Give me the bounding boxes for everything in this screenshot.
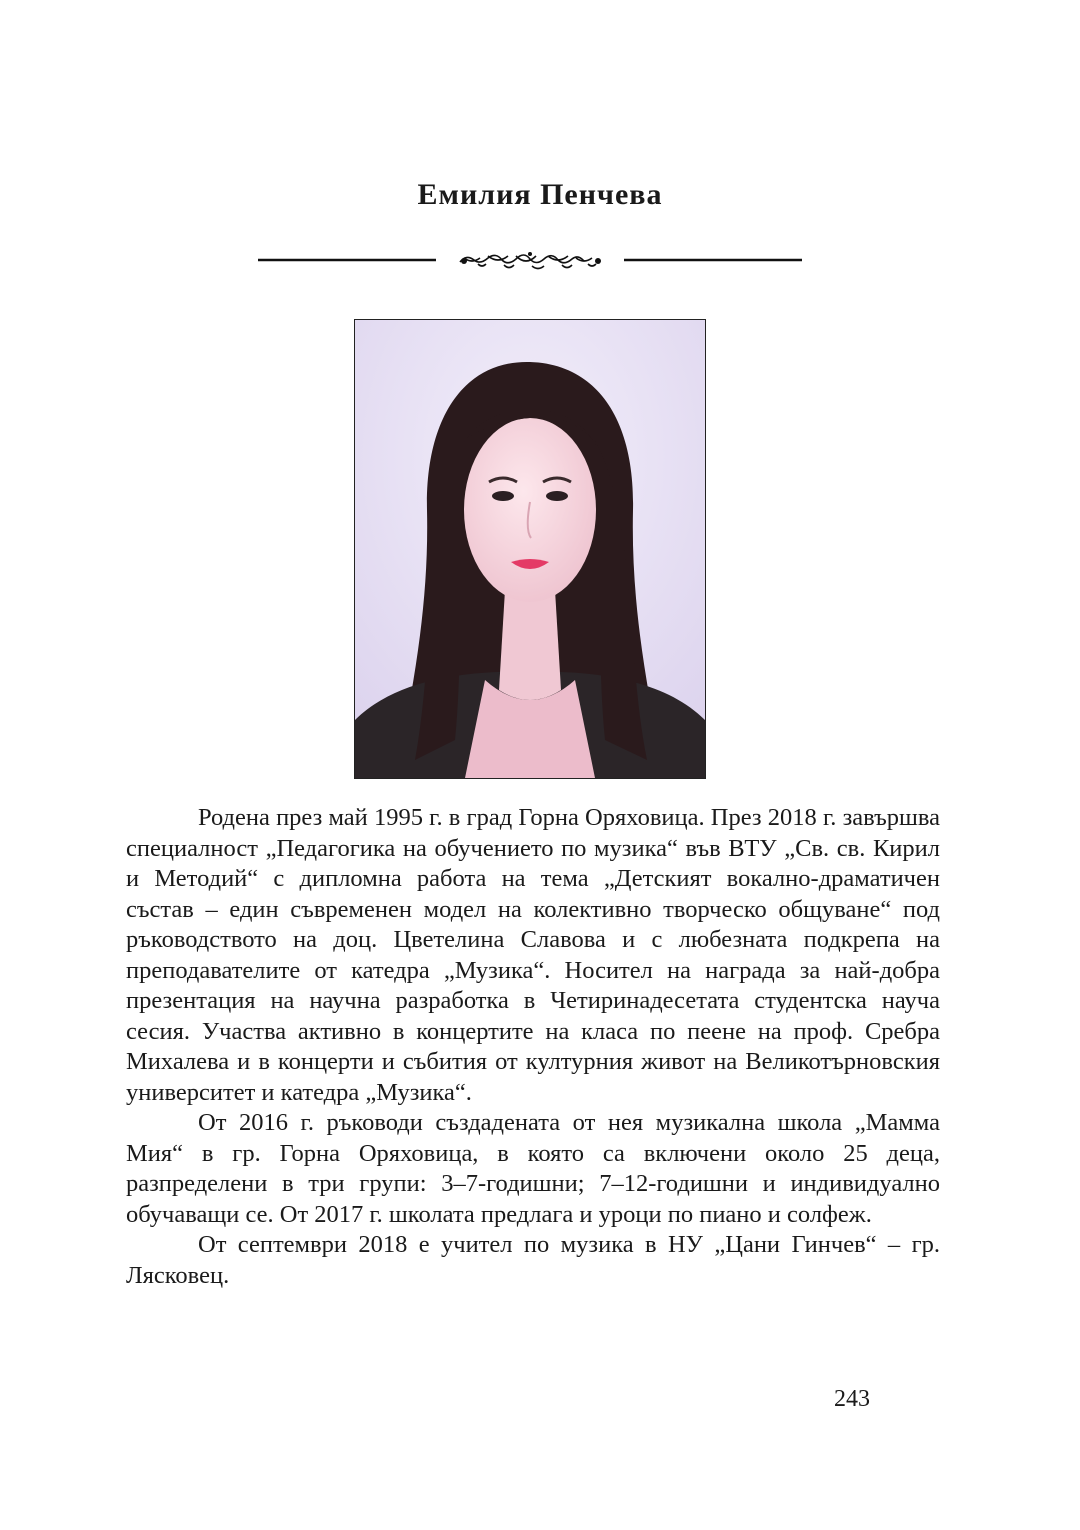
biography-paragraph-1: Родена през май 1995 г. в град Горна Оряховица. През 2018 г. завършва специалност „Педагогика на обучението по музика“ във ВТУ „Св. св. Кирил и Методий“ с дипломна работа на тема „Детският вокално-драматичен състав – един съвременен модел на колективно творческо общуване“ под ръководството на доц. Цветелина Славова и с любезната подкрепа на преподавателите от катедра „Музика“. Носител на награда за най-добра презентация на научна разработка в Четиринадесетата студентска науча сесия. Участва активно в концертите на класа по пеене на проф. Сребра Михалева и в концерти и събития от културния живот на Великотърновския университет и катедра „Музика“. xyxy=(126,804,940,1106)
biography-text xyxy=(126,803,940,1291)
biography-paragraph-2: От 2016 г. ръководи създадената от нея музикална школа „Мамма Мия“ в гр. Горна Оряховица, в която са включени около 25 деца, разпределени в три групи: 3–7-годишни; 7–12-годишни и индивидуално обучаващи се. От 2017 г. школата предлага и уроци по пиано и солфеж. xyxy=(126,1109,940,1228)
portrait-illustration xyxy=(355,320,705,778)
biography-paragraph-3: От септември 2018 е учител по музика в НУ „Цани Гинчев“ – гр. Лясковец. xyxy=(126,1231,940,1289)
ornamental-divider xyxy=(258,244,802,276)
page-title: Емилия Пенчева xyxy=(417,178,663,211)
page-number: 243 xyxy=(834,1386,870,1412)
portrait-photo xyxy=(354,319,706,779)
